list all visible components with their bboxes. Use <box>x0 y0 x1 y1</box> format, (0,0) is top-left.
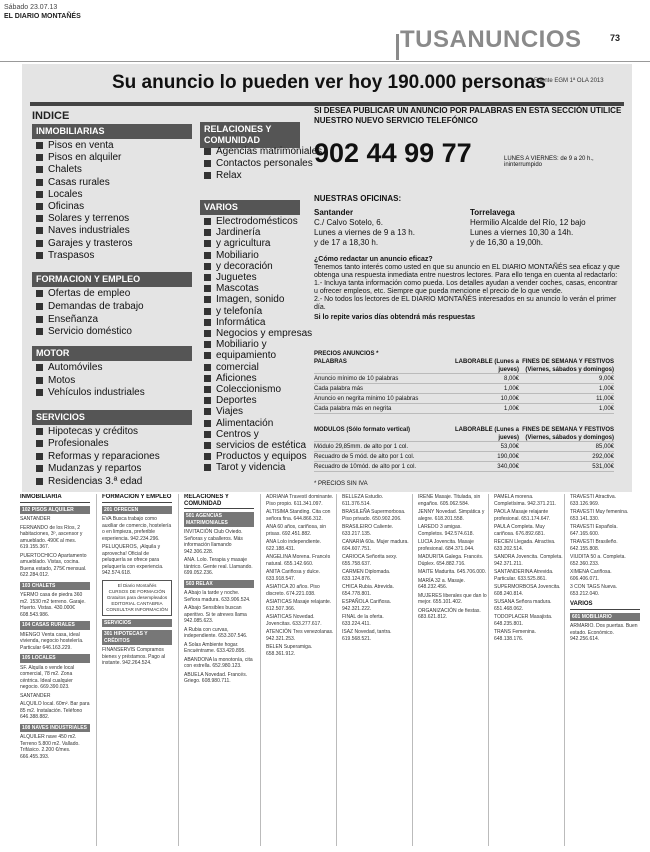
index-item: Informática <box>204 317 265 329</box>
classified-ad: PUERTOCHICO Apartamento amueblado. Vistas, cocina. Buena estado, 275€ mensual. 622.284.012. <box>20 552 87 578</box>
index-item: Tarot y videncia <box>204 462 285 474</box>
index-item: Aficiones <box>204 373 257 385</box>
classified-ad: A Rubia con curvas, independiente. 653.307.546. <box>184 626 248 639</box>
module-cell: 292,00€ <box>592 454 614 460</box>
price-cell: Anuncio en negrita mínimo 10 palabras <box>314 396 419 402</box>
classified-ad: ASIATICAS Novedad. Jovencitas. 633.277.617. <box>266 614 322 627</box>
price-cell: Cada palabra más <box>314 386 364 392</box>
price-cell: 1,00€ <box>503 386 519 392</box>
classified-ad: FINANSERVIS Compramos bienes y préstamos. Pago al instante. 942.264.524. <box>102 647 166 666</box>
category-header: 301 HIPOTECAS Y CRÉDITOS <box>102 630 172 645</box>
classified-column <box>266 494 336 846</box>
office-santander <box>314 208 415 248</box>
office-torrelavega <box>470 208 586 248</box>
howto-title: ¿Cómo redactar un anuncio eficaz? <box>314 256 433 263</box>
index-item: y telefonía <box>204 306 262 318</box>
category-header: 108 NAVES INDUSTRIALES <box>20 724 90 733</box>
classified-ad: SANTANDER <box>20 692 51 699</box>
index-item: Agencias matrimoniales <box>204 146 322 158</box>
module-header-cell: LABORABLE (Lunes a jueves) <box>454 427 519 441</box>
module-header <box>314 426 614 442</box>
price-cell: 10,00€ <box>500 396 519 402</box>
classified-ad: MAITE Madurita. 645.706.000. <box>418 569 487 575</box>
price-row <box>314 374 614 384</box>
boxed-ad-line: El Diario Montañés <box>117 582 157 588</box>
index-item: Pisos en alquiler <box>36 152 121 164</box>
prices-table <box>314 358 614 414</box>
column-divider <box>564 494 565 846</box>
price-cell: 8,00€ <box>503 376 519 382</box>
howto-block <box>314 256 620 322</box>
index-item: servicios de estética <box>204 440 306 452</box>
phone-hours: LUNES A VIERNES: de 9 a 20 h., ininterrumpido <box>504 156 594 168</box>
section-title: VARIOS <box>200 200 300 215</box>
index-item: Imagen, sonido <box>204 294 284 306</box>
price-row <box>314 394 614 404</box>
classified-ad: ANA 60 años, cariñosa, sin prisas. 692.451.882. <box>266 524 327 537</box>
classified-ad: ANA Lolo independiente. 622.188.431. <box>266 539 322 552</box>
classifieds <box>20 494 638 846</box>
index-item: Mobiliario y <box>204 339 267 351</box>
column-divider <box>260 494 261 846</box>
column-divider <box>336 494 337 846</box>
index-item: Motos <box>36 375 75 387</box>
office-santander-hours2: y de 17 a 18,30 h. <box>314 238 379 247</box>
classified-ad: 3 CON TAGS Nueva. 653.212.040. <box>570 584 618 597</box>
index-item: Juguetes <box>204 272 257 284</box>
offices-title: NUESTRAS OFICINAS: <box>314 194 402 203</box>
index-item: Contactos personales <box>204 158 313 170</box>
module-cell: 531,00€ <box>592 464 614 470</box>
price-cell: 9,00€ <box>598 376 614 382</box>
price-header-cell: LABORABLE (Lunes a jueves) <box>454 359 519 373</box>
price-header-cell: PALABRAS <box>314 359 347 365</box>
classified-ad: LAREDO 3 amigas. Completos. 942.574.618. <box>418 524 474 537</box>
varios-title: VARIOS <box>570 601 640 610</box>
category-header: 105 LOCALES <box>20 654 90 663</box>
classified-ad: ABUELA Novedad. Francés. Griego. 608.980.711. <box>184 671 248 684</box>
index-item: Mudanzas y repartos <box>36 463 141 475</box>
section-title: FORMACION Y EMPLEO <box>32 272 192 287</box>
classified-ad: ALQUILER nave 450 m2. Terreno 5.800 m2. Vallado. Trifásico. 2.200 €/mes. 666.455.393. <box>20 734 80 760</box>
module-cell: 85,00€ <box>595 444 614 450</box>
index-item: Servicio doméstico <box>36 326 132 338</box>
classified-ad: CARIOCA Señorita sexy. 655.758.637. <box>342 554 398 567</box>
category-header: SERVICIOS <box>102 619 172 628</box>
price-cell: 11,00€ <box>596 396 614 402</box>
header-date: Sábado 23.07.13 <box>4 4 58 11</box>
classified-ad: SANTANDERINA Atrevida. Particular. 633.525.861. <box>494 569 554 582</box>
column-title: INMOBILIARIA <box>20 494 90 503</box>
classified-ad: TRAVESTI Brasileño. 642.155.808. <box>570 539 618 552</box>
index-item: Negocios y empresas <box>204 328 312 340</box>
classified-column <box>184 494 254 846</box>
index-item: Pisos en venta <box>36 140 114 152</box>
classified-ad: LUCIA Jovencita. Masaje profesional. 684.371.044. <box>418 539 475 552</box>
promo-headline: Su anuncio lo pueden ver hoy 190.000 personas <box>112 72 546 93</box>
promo-source: Fuente EGM 1ª OLA 2013 <box>534 78 604 84</box>
price-cell: Cada palabra más en negrita <box>314 406 392 412</box>
module-header-cell: MODULOS (Sólo formato vertical) <box>314 427 411 433</box>
classified-ad: RECIEN Llegada. Atractiva. 633.202.514. <box>494 539 556 552</box>
vat-note: * PRECIOS SIN IVA <box>314 481 368 487</box>
office-santander-name: Santander <box>314 208 354 217</box>
index-item: y decoración <box>204 261 273 273</box>
index-item: Jardinería <box>204 227 260 239</box>
index-item: Solares y terrenos <box>36 213 129 225</box>
modules-table <box>314 426 614 472</box>
classified-ad: ANA. Lolo. Terapia y masaje tántrico. Gente real. Llamando. 699.052.236. <box>184 557 253 576</box>
classified-ad: PAULA Completa. Muy cariñosa. 676.892.681. <box>494 524 545 537</box>
classified-ad: SANTANDER <box>20 516 51 522</box>
section-title: MOTOR <box>32 346 192 361</box>
classified-ad: BELEN Superamiga. 658.361.912. <box>266 644 313 657</box>
category-header: 104 CASAS RURALES <box>20 621 90 630</box>
column-divider <box>412 494 413 846</box>
index-item: Electrodomésticos <box>204 216 298 228</box>
classified-ad: TRANS Femenina. 648.138.176. <box>494 629 536 642</box>
classified-ad: SUSANA Señora madura. 651.468.062. <box>494 599 552 612</box>
category-header: 503 RELAX <box>184 580 254 589</box>
module-row <box>314 462 614 472</box>
index-item: Chalets <box>36 164 82 176</box>
classified-ad: A Abajo la tarde y noche. Señora madura. 633.906.524. <box>184 590 251 603</box>
price-cell: 1,00€ <box>598 386 614 392</box>
module-row <box>314 442 614 452</box>
classified-ad: MUJERES liberales que dan lo mejor. 655.101.402. <box>418 592 487 605</box>
classified-ad: TRAVESTI Atractiva. 633.126.969. <box>570 494 617 507</box>
index-item: Garajes y trasteros <box>36 238 132 250</box>
classified-ad: PAOLA Masaje relajante profesional. 651.174.647. <box>494 509 551 522</box>
page-header <box>0 0 650 62</box>
classified-column <box>570 494 640 846</box>
classified-ad: PELUQUEROS, ¡Alquila y aprovecha! Oficial de peluquería se ofrece para peluquería con experiencia. 942.574.618. <box>102 544 164 576</box>
classified-ad: JENNY Novedad. Simpática y alegre. 618.201.558. <box>418 509 485 522</box>
classified-ad: ATENCIÓN Tres venezolanas. 942.321.253. <box>266 629 334 642</box>
price-header <box>314 358 614 374</box>
column-title: FORMACION Y EMPLEO <box>102 494 172 503</box>
index-item: Alimentación <box>204 418 273 430</box>
index-item: Profesionales <box>36 438 109 450</box>
classified-ad: CANARIA 60a. Mujer madura. 604.607.751. <box>342 539 409 552</box>
index-item: comercial <box>204 362 259 374</box>
index-item: Hipotecas y créditos <box>36 426 138 438</box>
classified-ad: TRAVESTI Española. 647.165.600. <box>570 524 618 537</box>
price-cell: 1,00€ <box>503 406 519 412</box>
index-item: Residencias 3.ª edad <box>36 476 142 488</box>
classified-ad: BRASILEIRO Caliente. 633.217.135. <box>342 524 394 537</box>
index-item: Casas rurales <box>36 177 110 189</box>
classified-ad: ADRIANA Travestí dominante. Piso propio. 611.341.097. <box>266 494 334 507</box>
classified-ad: CHICA Rubia. Atrevida. 654.778.801. <box>342 584 394 597</box>
phone-number: 902 44 99 77 <box>314 138 472 168</box>
classified-ad: IRENE Masaje. Titulada, sin engaños. 605.062.584. <box>418 494 481 507</box>
classified-ad: INVITACIÓN Club Oviedo. Señoras y caballeros. Más información llamando 942.306.228. <box>184 529 243 555</box>
price-row <box>314 404 614 414</box>
index-item: Traspasos <box>36 250 94 262</box>
classified-ad: A Abajo Sensibles buscan aperitivo. Si te atreves llama 942.085.623. <box>184 605 247 624</box>
module-cell: Recuadro de 5 mód. de alto por 1 col. <box>314 454 415 460</box>
tip-1: 1.- Incluya tanta información como pueda. Los detalles ayudan a vender coches, casas, encontrar u ofrecer empleos, etc. Siempre que pueda mencione el precio de lo que vende. <box>314 280 618 295</box>
section-title: SERVICIOS <box>32 410 192 425</box>
price-cell: 1,00€ <box>598 406 614 412</box>
office-torrelavega-hours: Lunes a viernes 10,30 a 14h. <box>470 228 574 237</box>
classified-ad: MARÍA 32 a. Masaje. 648.232.456. <box>418 577 465 590</box>
module-cell: Recuadro de 10mód. de alto por 1 col. <box>314 464 417 470</box>
classified-ad: VIUDITA 50 a. Completa. 652.360.233. <box>570 554 626 567</box>
classified-ad: FERNANDO de los Ríos, 2 habitaciones, 3º, ascensor y amueblado. 490€ al mes. 619.155.367. <box>20 524 83 550</box>
classified-ad: ORGANIZACIÓN de fiestas. 683.621.812. <box>418 607 481 620</box>
classified-ad: BRASILEÑA Supermorbosa. Piso privado. 650.902.206. <box>342 509 406 522</box>
classified-ad: ANITA Cariñosa y dulce. 633.918.547. <box>266 569 321 582</box>
classified-ad: MADURITA Galega. Francés. Dúplex. 654.882.716. <box>418 554 484 567</box>
office-torrelavega-address: Hermilio Alcalde del Río, 12 bajo <box>470 218 586 227</box>
office-santander-address: C./ Calvo Sotelo, 6. <box>314 218 383 227</box>
classified-ad: ISAZ Novedad, tantra. 619.568.521. <box>342 629 392 642</box>
section-title: RELACIONES Y COMUNIDAD <box>200 122 300 148</box>
index-item: Vehículos industriales <box>36 387 145 399</box>
module-cell: 190,00€ <box>497 454 519 460</box>
index-item: Reformas y reparaciones <box>36 451 160 463</box>
index-item: Demandas de trabajo <box>36 301 144 313</box>
boxed-ad-line: CURSOS DE FORMACIÓN <box>108 588 166 594</box>
page-number: 73 <box>610 33 621 43</box>
classified-column <box>418 494 488 846</box>
price-row <box>314 384 614 394</box>
boxed-ad-line: EDITORIAL CANTABRIA <box>111 600 163 606</box>
category-header: 102 PISOS ALQUILER <box>20 506 90 515</box>
index-item: Viajes <box>204 406 243 418</box>
index-item: Naves industriales <box>36 225 130 237</box>
classified-ad: SF. Alquila o vende local comercial, 78 m2. Zona céntrica. Ideal cualquier negocio. 669.390.023. <box>20 664 75 690</box>
prices-title: PRECIOS ANUNCIOS * <box>314 351 379 357</box>
index-item: equipamiento <box>204 350 276 362</box>
index-item: Mobiliario <box>204 250 259 262</box>
index-item: Centros y <box>204 429 259 441</box>
module-cell: 53,00€ <box>500 444 519 450</box>
column-title: RELACIONES Y COMUNIDAD <box>184 494 254 509</box>
index-item: y agricultura <box>204 238 270 250</box>
module-cell: Módulo 29,85mm. de alto por 1 col. <box>314 444 409 450</box>
classified-column <box>20 494 90 846</box>
classified-ad: ALTISIMA Standing. Cita con señora fina. 644.866.312. <box>266 509 331 522</box>
boxed-ad-line: Gratuitos para desempleados <box>106 594 168 600</box>
index-item: Relax <box>204 170 242 182</box>
office-torrelavega-name: Torrelavega <box>470 208 515 217</box>
index-item: Deportes <box>204 395 257 407</box>
classified-ad: PAMELA morena. Completísima. 942.371.211. <box>494 494 557 507</box>
index-item: Ofertas de empleo <box>36 288 130 300</box>
promo-panel <box>22 64 632 492</box>
newspaper-name: EL DIARIO MONTAÑÉS <box>4 13 81 20</box>
classified-ad: ASIATICAS Masaje relajante. 612.507.366. <box>266 599 332 612</box>
index-item: Productos y equipos <box>204 451 307 463</box>
classified-column <box>494 494 564 846</box>
price-cell: Anuncio mínimo de 10 palabras <box>314 376 399 382</box>
category-header: 103 CHALETS <box>20 582 90 591</box>
classified-column <box>102 494 172 846</box>
classified-ad: TODOPLACER Masajista. 648.235.801. <box>494 614 553 627</box>
classified-ad: TRAVESTI Muy femenina. 653.141.330. <box>570 509 629 522</box>
publish-title: SI DESEA PUBLICAR UN ANUNCIO POR PALABRAS EN ESTA SECCIÓN UTILICE NUESTRO NUEVO SERVICIO TELEFÓNICO <box>314 106 622 125</box>
classified-ad: YERMO casa de piedra 360 m2. 1530 m2 terreno. Garaje. Huerto. Vistas. 430.000€ 608.543.986. <box>20 592 86 618</box>
classified-column <box>342 494 412 846</box>
category-header: 201 OFRECEN <box>102 506 172 515</box>
classified-ad: SUPERMORBOSA Jovencita. 608.240.814. <box>494 584 561 597</box>
classified-ad: MIENGO Venta casa, ideal vivienda, negocio hostelería. Particular 646.163.229. <box>20 631 84 651</box>
howto-text: Tenemos tanto interés como usted en que su anuncio en EL DIARIO MONTAÑÉS sea eficaz y que obtenga una respuesta inmediata entre nuestros lectores. Para ello tenga en cuenta al redactarlo: <box>314 264 620 279</box>
price-header-cell: FINES DE SEMANA Y FESTIVOS (Viernes, sábados y domingos) <box>522 359 614 373</box>
office-torrelavega-hours2: y de 16,30 a 19,00h. <box>470 238 543 247</box>
column-divider <box>178 494 179 846</box>
column-divider <box>96 494 97 846</box>
section-title: INMOBILIARIAS <box>32 124 192 139</box>
publish-panel <box>308 106 626 486</box>
module-header-cell: FINES DE SEMANA Y FESTIVOS (Viernes, sábados y domingos) <box>522 427 614 441</box>
classified-ad: EVA Busca trabajo como auxiliar de comercio, hostelería o en limpieza, preferible experiencia. 942.234.296. <box>102 516 172 542</box>
category-header: 501 AGENCIAS MATRIMONIALES <box>184 512 254 527</box>
section-brand: TUSANUNCIOS <box>400 26 582 53</box>
classified-ad: ARMARIO. Dos puertas. Buen estado. Económico. 942.256.614. <box>570 623 638 642</box>
index-item: Automóviles <box>36 362 102 374</box>
index-item: Mascotas <box>204 283 259 295</box>
classified-ad: ANGELINA Morena. Francés natural. 655.142.660. <box>266 554 331 567</box>
repeat-note: Si lo repite varios días obtendrá más respuestas <box>314 314 476 321</box>
classified-ad: CARMEN Diplomada. 633.124.876. <box>342 569 391 582</box>
office-santander-hours: Lunes a viernes de 9 a 13 h. <box>314 228 415 237</box>
index-item: Oficinas <box>36 201 84 213</box>
index-item: Coleccionismo <box>204 384 281 396</box>
index-title: INDICE <box>32 110 70 122</box>
index-item: Locales <box>36 189 82 201</box>
classified-ad: ESPAÑOLA Cariñosa. 942.321.222. <box>342 599 392 612</box>
classified-ad: ASIATICA 20 años. Piso discreto. 674.221.038. <box>266 584 320 597</box>
module-cell: 340,00€ <box>497 464 519 470</box>
classified-ad: ABANDONA la monotonía, cita con estrella. 652.980.123. <box>184 656 253 669</box>
classified-ad: FINAL de la oferta. 633.224.411. <box>342 614 384 627</box>
boxed-ad-line: CONSULTAR INFORMACIÓN <box>106 606 168 612</box>
index-item: Enseñanza <box>36 314 98 326</box>
classified-ad: ALQUILO local. 60m². Bar para 85 m2. Instalación. Teléfono 646.388.882. <box>20 701 90 720</box>
classified-ad: BELLEZA Estudio. 611.376.514. <box>342 494 384 507</box>
category-header: 601 MOBILIARIO <box>570 613 640 622</box>
classified-ad: A Solas Ambiente hogar. Encuéntrame. 633.420.895. <box>184 641 246 654</box>
classified-ad: SANDRA Jovencita. Completa. 942.371.211. <box>494 554 563 567</box>
classified-ad: XIMENA Cariñosa. 606.406.071. <box>570 569 612 582</box>
column-divider <box>488 494 489 846</box>
tip-2: 2.- No todos los lectores de EL DIARIO MONTAÑÉS interesados en su anuncio lo verán el primer día. <box>314 296 617 311</box>
module-row <box>314 452 614 462</box>
boxed-ad <box>102 580 172 616</box>
